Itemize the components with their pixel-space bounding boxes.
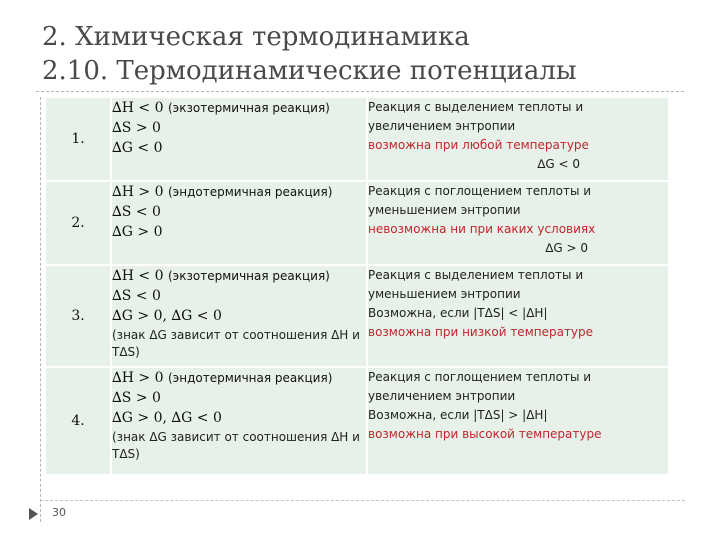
enthalpy-condition: ∆H < 0 bbox=[112, 100, 164, 116]
entropy-condition: ∆S > 0 bbox=[112, 120, 161, 136]
footer-divider bbox=[40, 500, 685, 501]
slide-marker-icon bbox=[29, 508, 38, 520]
enthalpy-condition: ∆H > 0 bbox=[112, 370, 164, 386]
possibility-condition: Возможна, если |TΔS| < |ΔH| bbox=[368, 306, 548, 320]
row-number: 2. bbox=[46, 182, 110, 264]
entropy-condition: ∆S > 0 bbox=[112, 390, 161, 406]
reaction-type: (экзотермичная реакция) bbox=[167, 269, 330, 283]
possibility-note: возможна при высокой температуре bbox=[368, 427, 602, 441]
description-line: увеличением энтропии bbox=[368, 389, 516, 403]
possibility-note: возможна при низкой температуре bbox=[368, 325, 594, 339]
description-line: Реакция с поглощением теплоты и bbox=[368, 184, 592, 198]
gibbs-condition: ∆G < 0 bbox=[112, 140, 163, 156]
gibbs-sign-note: (знак ΔG зависит от соотношения ΔH и TΔS) bbox=[112, 430, 360, 461]
entropy-condition: ∆S < 0 bbox=[112, 204, 161, 220]
left-divider bbox=[40, 97, 41, 522]
page-number: 30 bbox=[52, 506, 66, 519]
description-line: Реакция с выделением теплоты и bbox=[368, 268, 584, 282]
title-divider bbox=[36, 91, 684, 92]
reaction-type: (экзотермичная реакция) bbox=[167, 101, 330, 115]
gibbs-value: ∆G > 0 bbox=[545, 241, 588, 255]
reaction-type: (эндотермичная реакция) bbox=[167, 185, 333, 199]
gibbs-value: ∆G < 0 bbox=[537, 157, 580, 171]
row-number: 3. bbox=[46, 266, 110, 366]
description-cell bbox=[368, 266, 668, 366]
table-row bbox=[46, 98, 668, 180]
reaction-type: (эндотермичная реакция) bbox=[167, 371, 333, 385]
enthalpy-condition: ∆H < 0 bbox=[112, 268, 164, 284]
conditions-cell bbox=[112, 368, 366, 474]
enthalpy-condition: ∆H > 0 bbox=[112, 184, 164, 200]
title-line-1: 2. Химическая термодинамика bbox=[42, 22, 470, 52]
description-line: Реакция с поглощением теплоты и bbox=[368, 370, 592, 384]
description-line: Реакция с выделением теплоты и bbox=[368, 100, 584, 114]
table-row bbox=[46, 182, 668, 264]
gibbs-sign-note: (знак ΔG зависит от соотношения ΔH и TΔS) bbox=[112, 328, 360, 359]
table-row bbox=[46, 368, 668, 474]
gibbs-condition: ∆G > 0, ∆G < 0 bbox=[112, 410, 222, 426]
possibility-note: возможна при любой температуре bbox=[368, 138, 589, 152]
description-line: уменьшением энтропии bbox=[368, 287, 521, 301]
description-cell bbox=[368, 368, 668, 474]
possibility-condition: Возможна, если |TΔS| > |ΔH| bbox=[368, 408, 548, 422]
description-cell bbox=[368, 98, 668, 180]
conditions-cell bbox=[112, 266, 366, 366]
description-cell bbox=[368, 182, 668, 264]
title-line-2: 2.10. Термодинамические потенциалы bbox=[42, 56, 577, 86]
row-number: 4. bbox=[46, 368, 110, 474]
description-line: уменьшением энтропии bbox=[368, 203, 521, 217]
conditions-cell bbox=[112, 98, 366, 180]
possibility-note: невозможна ни при каких условиях bbox=[368, 222, 596, 236]
table-row bbox=[46, 266, 668, 366]
gibbs-condition: ∆G > 0, ∆G < 0 bbox=[112, 308, 222, 324]
thermodynamic-potentials-table bbox=[44, 96, 670, 476]
gibbs-condition: ∆G > 0 bbox=[112, 224, 163, 240]
description-line: увеличением энтропии bbox=[368, 119, 516, 133]
conditions-cell bbox=[112, 182, 366, 264]
slide-title bbox=[42, 20, 702, 88]
entropy-condition: ∆S < 0 bbox=[112, 288, 161, 304]
row-number: 1. bbox=[46, 98, 110, 180]
